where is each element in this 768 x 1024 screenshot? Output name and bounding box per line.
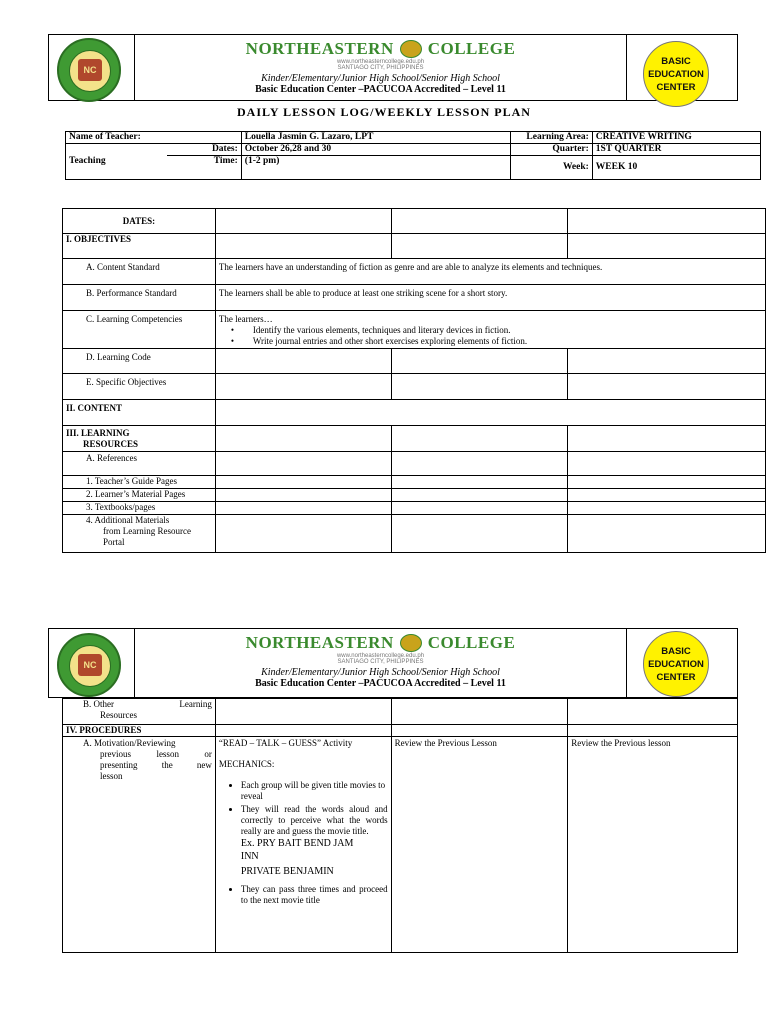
quarter-label: Quarter: <box>510 144 592 156</box>
activity-cell <box>215 737 391 953</box>
letterhead-text <box>134 629 627 697</box>
basic-education-badge: BASIC EDUCATION CENTER <box>643 631 709 697</box>
school-name <box>134 39 627 59</box>
activity-title: “READ – TALK – GUESS” Activity <box>218 738 353 748</box>
accreditation-line: Basic Education Center –PACUCOA Accredited – Level 11 <box>255 84 506 95</box>
school-emblem-icon <box>400 40 422 58</box>
letterhead-text <box>134 35 627 100</box>
competencies-list <box>219 325 762 347</box>
date-col-3 <box>568 209 766 234</box>
additional-materials-label: 4. Additional Materials from Learning Resource Portal <box>63 515 216 553</box>
specific-objectives-label: E. Specific Objectives <box>63 374 216 400</box>
badge-cell <box>626 35 737 100</box>
content-standard-value: The learners have an understanding of fiction as genre and are able to analyze its elements and techniques. <box>215 259 765 285</box>
seal-mark: NC <box>78 59 102 81</box>
teacher-value: Louella Jasmin G. Lazaro, LPT <box>241 132 510 144</box>
lm-pages-label: 2. Learner’s Material Pages <box>63 489 216 502</box>
other-resources-label: B. Other Learning Resources <box>63 699 216 725</box>
school-name-left: NORTHEASTERN <box>245 39 394 58</box>
school-name-right: COLLEGE <box>427 39 516 58</box>
week-value: WEEK 10 <box>592 156 760 180</box>
learning-code-label: D. Learning Code <box>63 349 216 374</box>
letterhead-2 <box>48 628 738 698</box>
review-col-2: Review the Previous Lesson <box>391 737 568 953</box>
dates-value: October 26,28 and 30 <box>241 144 510 156</box>
objectives-heading: I. OBJECTIVES <box>63 234 216 259</box>
letterhead-1 <box>48 34 738 101</box>
school-location: SANTIAGO CITY, PHILIPPINES <box>337 65 424 71</box>
school-levels: Kinder/Elementary/Junior High School/Senior High School <box>261 667 500 678</box>
mechanics-list <box>219 780 388 906</box>
procedures-table <box>62 698 738 953</box>
mechanics-item: • They will read the words aloud and correctly to perceive what the words really are and guess the movie title. Ex. PRY BAIT BEND JAM INN PRIVATE BENJAMIN <box>241 804 388 878</box>
tg-pages-label: 1. Teacher’s Guide Pages <box>63 476 216 489</box>
content-heading: II. CONTENT <box>63 400 216 426</box>
date-col-1 <box>215 209 391 234</box>
school-seal-logo <box>57 633 121 697</box>
review-col-3: Review the Previous lesson <box>568 737 738 953</box>
performance-standard-label: B. Performance Standard <box>63 285 216 311</box>
mechanics-item: • They can pass three times and proceed to the next movie title <box>241 884 388 906</box>
school-name: NORTHEASTERN COLLEGE <box>245 633 516 652</box>
competencies-value <box>215 311 765 349</box>
school-website: www.northeasterncollege.edu.ph <box>336 59 425 65</box>
document-title: DAILY LESSON LOG/WEEKLY LESSON PLAN <box>237 105 531 119</box>
basic-education-badge: BASIC EDUCATION CENTER <box>643 41 709 107</box>
seal-cell <box>49 629 135 697</box>
week-label: Week: <box>510 156 592 180</box>
area-label: Learning Area: <box>510 132 592 144</box>
badge-cell <box>626 629 737 697</box>
competency-item: • Identify the various elements, techniques and literary devices in fiction. <box>231 325 762 336</box>
school-website: www.northeasterncollege.edu.ph <box>336 653 425 659</box>
time-label: Time: <box>167 156 241 180</box>
performance-standard-value: The learners shall be able to produce at least one striking scene for a short story. <box>215 285 765 311</box>
textbooks-label: 3. Textbooks/pages <box>63 502 216 515</box>
area-value: CREATIVE WRITING <box>592 132 760 144</box>
motivation-label: A. Motivation/Reviewing previous lesson or presenting the new lesson <box>63 737 216 953</box>
lesson-plan-table <box>62 208 766 553</box>
dates-label: Dates: <box>167 144 241 156</box>
school-emblem-icon <box>400 634 422 652</box>
seal-mark: NC <box>78 654 102 676</box>
accreditation-line: Basic Education Center –PACUCOA Accredited – Level 11 <box>255 678 506 689</box>
dates-header: DATES: <box>63 209 216 234</box>
teacher-label: Name of Teacher: <box>66 132 242 144</box>
quarter-value: 1ST QUARTER <box>592 144 760 156</box>
competencies-intro: The learners… <box>218 314 273 324</box>
school-levels: Kinder/Elementary/Junior High School/Senior High School <box>261 73 500 84</box>
time-value: (1-2 pm) <box>241 156 510 180</box>
references-label: A. References <box>63 452 216 476</box>
seal-cell <box>49 35 135 100</box>
competencies-label: C. Learning Competencies <box>63 311 216 349</box>
competency-item: • Write journal entries and other short exercises exploring elements of fiction. <box>231 336 762 347</box>
learning-resources-heading: III. LEARNING RESOURCES <box>63 426 216 452</box>
teacher-info-table <box>65 131 761 180</box>
mechanics-label: MECHANICS: <box>218 759 275 769</box>
mechanics-item: • Each group will be given title movies to reveal <box>241 780 388 802</box>
school-seal-logo <box>57 38 121 102</box>
date-col-2 <box>391 209 568 234</box>
content-standard-label: A. Content Standard <box>63 259 216 285</box>
teaching-label: Teaching <box>66 144 168 180</box>
procedures-heading: IV. PROCEDURES <box>63 725 216 737</box>
school-location: SANTIAGO CITY, PHILIPPINES <box>337 659 424 665</box>
